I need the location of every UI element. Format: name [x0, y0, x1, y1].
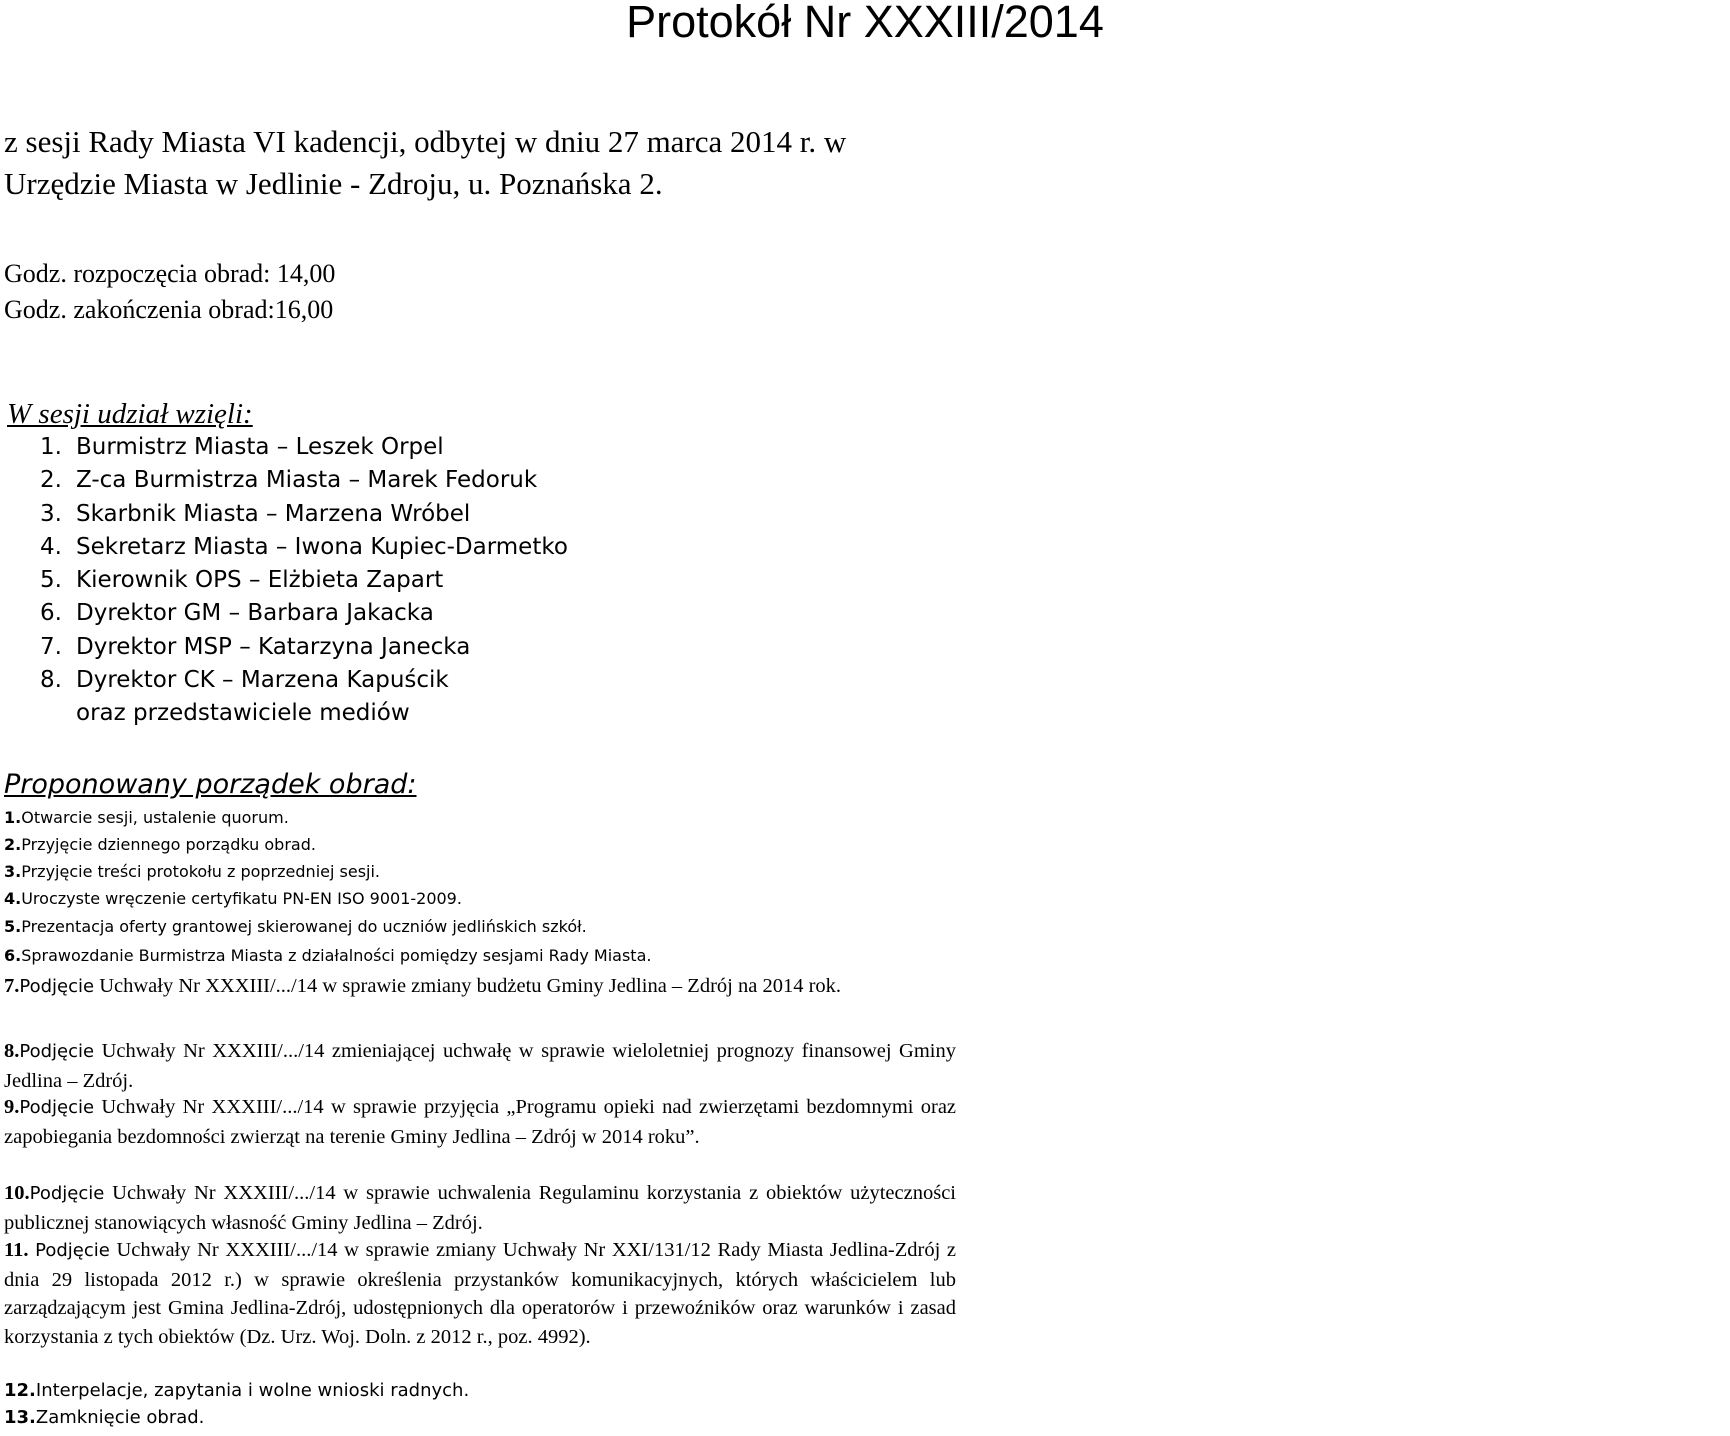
agenda-item: 4.Uroczyste wręczenie certyfikatu PN-EN ISO 9001-2009. — [4, 889, 462, 908]
agenda-heading: Proponowany porządek obrad: — [4, 769, 417, 800]
attendance-item: 5. Kierownik OPS – Elżbieta Zapart — [40, 567, 444, 594]
end-time: Godz. zakończenia obrad:16,00 — [4, 295, 334, 324]
agenda-item: 9.Podjęcie Uchwały Nr XXXIII/.../14 w sprawie przyjęcia „Programu opieki nad zwierzętami bezdomnymi oraz zapobiegania bezdomności zwierząt na terenie Gminy Jedlina – Zdrój w 2014 roku”. — [4, 1096, 957, 1148]
attendance-item: 8. Dyrektor CK – Marzena Kapuścik — [40, 667, 449, 694]
session-intro: z sesji Rady Miasta VI kadencji, odbytej w dniu 27 marca 2014 r. w Urzędzie Miasta w Jedlinie - Zdroju, u. Poznańska 2. — [4, 124, 847, 201]
agenda-item: 13.Zamknięcie obrad. — [4, 1407, 205, 1428]
agenda-item: 8.Podjęcie Uchwały Nr XXXIII/.../14 zmieniającej uchwałę w sprawie wieloletniej prognozy finansowej Gminy Jedlina – Zdrój. — [4, 1040, 957, 1092]
agenda-item: 6.Sprawozdanie Burmistrza Miasta z działalności pomiędzy sesjami Rady Miasta. — [4, 946, 652, 965]
start-time: Godz. rozpoczęcia obrad: 14,00 — [4, 259, 336, 288]
session-times — [4, 256, 335, 328]
attendance-list — [40, 431, 568, 697]
agenda-item: 1.Otwarcie sesji, ustalenie quorum. — [4, 808, 289, 827]
agenda-item: 7.Podjęcie Uchwały Nr XXXIII/.../14 w sprawie zmiany budżetu Gminy Jedlina – Zdrój na 2014 rok. — [4, 975, 842, 997]
attendance-heading: W sesji udział wzięli: — [7, 398, 253, 430]
attendance-extra: oraz przedstawiciele mediów — [76, 700, 410, 726]
attendance-item: 7. Dyrektor MSP – Katarzyna Janecka — [40, 633, 471, 660]
attendance-item: 6. Dyrektor GM – Barbara Jakacka — [40, 600, 434, 627]
document-title: Protokół Nr XXXIII/2014 — [626, 0, 1104, 47]
agenda-item: 2.Przyjęcie dziennego porządku obrad. — [4, 835, 316, 854]
attendance-item: 2. Z-ca Burmistrza Miasta – Marek Fedoruk — [40, 467, 538, 494]
attendance-item: 3. Skarbnik Miasta – Marzena Wróbel — [40, 500, 471, 527]
agenda-item: 3.Przyjęcie treści protokołu z poprzedniej sesji. — [4, 862, 381, 881]
agenda-item: 10.Podjęcie Uchwały Nr XXXIII/.../14 w sprawie uchwalenia Regulaminu korzystania z obiektów użyteczności publicznej stanowiących własność Gminy Jedlina – Zdrój. — [4, 1182, 956, 1234]
attendance-item: 4. Sekretarz Miasta – Iwona Kupiec-Darmetko — [40, 533, 568, 560]
agenda-item: 11. Podjęcie Uchwały Nr XXXIII/.../14 w sprawie zmiany Uchwały Nr XXI/131/12 Rady Miasta Jedlina-Zdrój z dnia 29 listopada 2012 r.) w sprawie określenia przystanków komunikacyjnych, których właścicielem lub zarządzającym jest Gmina Jedlina-Zdrój, udostępnionych dla operatorów i przewoźników oraz warunków i zasad korzystania z tych obiektów (Dz. Urz. Woj. Doln. z 2012 r., poz. 4992). — [4, 1239, 957, 1348]
attendance-item: 1. Burmistrz Miasta – Leszek Orpel — [40, 434, 444, 460]
agenda-item: 12.Interpelacje, zapytania i wolne wnioski radnych. — [4, 1380, 470, 1401]
agenda-item: 5.Prezentacja oferty grantowej skierowanej do uczniów jedlińskich szkół. — [4, 917, 587, 936]
